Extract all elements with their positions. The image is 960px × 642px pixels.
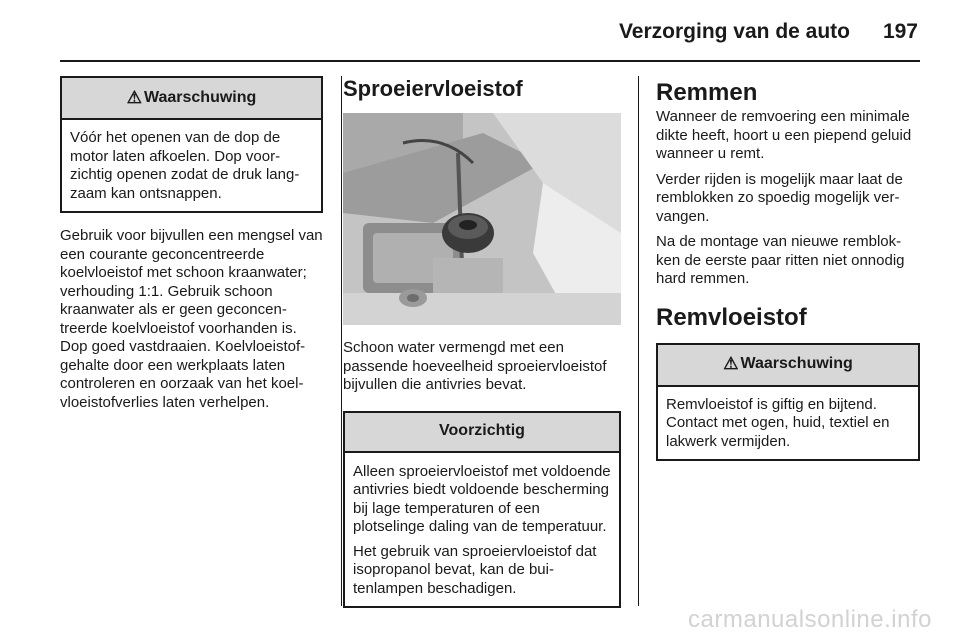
page-title: Verzorging van de auto: [618, 20, 850, 43]
column-2-lower: [343, 339, 621, 608]
watermark: carmanualsonline.info: [688, 606, 932, 633]
washer-fluid-reservoir-photo: [343, 113, 621, 325]
caution-text-1: Alleen sproeiervloeistof met voldoende antivries biedt voldoende bescherming bij lage temperaturen of een plotselinge daling van de temperatuur.: [353, 462, 611, 535]
warning-box-header: [658, 345, 918, 387]
caution-box-header: [345, 413, 619, 453]
warning-box-coolant: [60, 76, 323, 213]
warning-heading: Waarschuwing: [143, 88, 257, 106]
warning-text: Remvloeistof is giftig en bijtend. Contact met ogen, huid, textiel en lakwerk vermijden.: [666, 395, 890, 450]
brakes-paragraph-2: Verder rijden is mogelijk maar laat de remblokken zo spoedig mogelijk vervangen.: [656, 170, 903, 225]
caution-box-washer: [343, 411, 621, 609]
washer-fluid-paragraph: Schoon water vermengd met een passende hoeveelheid sproeiervloeistof bijvullen die antivries bevat.: [343, 339, 607, 393]
page-number: 197: [882, 20, 918, 43]
section-title-washer-fluid: Sproeiervloeistof: [343, 76, 523, 101]
column-divider-2: [638, 76, 639, 606]
header-rule: [60, 60, 920, 62]
warning-triangle-icon: ⚠: [723, 354, 739, 374]
section-title-brake-fluid: Remvloeistof: [656, 303, 807, 331]
column-2: [343, 76, 621, 106]
brakes-paragraph-3: Na de montage van nieuwe remblokken de eerste paar ritten niet onnodig hard remmen.: [656, 233, 905, 287]
warning-heading: Waarschuwing: [740, 355, 853, 373]
warning-box-brake-fluid: [656, 343, 920, 462]
warning-box-body: [658, 387, 918, 460]
warning-box-body: [62, 120, 321, 211]
warning-triangle-icon: ⚠: [126, 87, 142, 107]
caution-heading: Voorzichtig: [439, 422, 525, 440]
caution-text-2: Het gebruik van sproeiervloeistof dat isopropanol bevat, kan de buitenlampen beschadigen.: [353, 542, 597, 597]
caution-box-body: [345, 453, 619, 607]
warning-text: Vóór het openen van de dop de motor laten afkoelen. Dop voorzichtig openen zodat de druk langzaam kan ontsnappen.: [70, 129, 300, 202]
column-3: [656, 80, 920, 461]
column-1: [60, 76, 323, 419]
section-title-brakes: Remmen: [656, 79, 758, 106]
brakes-paragraph-1: Wanneer de remvoering een minimale dikte heeft, hoort u een piepend geluid wanneer u remt.: [656, 108, 912, 162]
coolant-paragraph: Gebruik voor bijvullen een mengsel van een courante geconcentreerde koelvloeistof met schoon kraanwater; verhouding 1:1. Gebruik schoon kraanwater als er geen geconcentreerde koelvloeistof voorhanden is. Dop goed vastdraaien. Koelvloeistofgehalte door een werkplaats laten controleren en oorzaak van het koelvloeistofverlies laten verhelpen.: [60, 227, 323, 411]
column-divider-1: [341, 76, 342, 606]
warning-box-header: [62, 78, 321, 120]
page-header: [60, 18, 920, 58]
